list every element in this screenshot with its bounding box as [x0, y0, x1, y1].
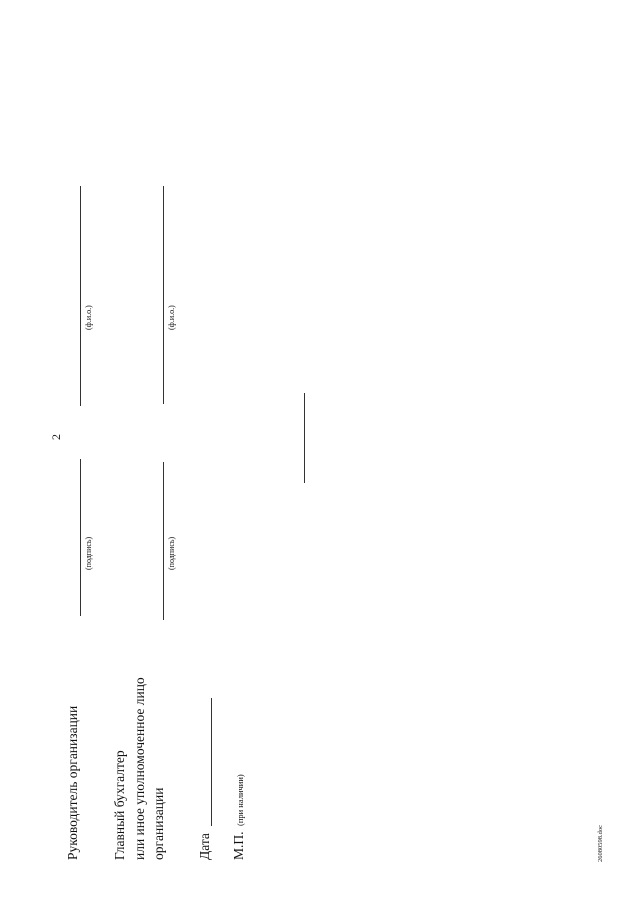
page-number: 2 — [49, 434, 63, 440]
date-line — [211, 698, 212, 826]
stamp-note: (при наличии) — [235, 774, 245, 826]
head-label: Руководитель организации — [65, 705, 80, 860]
head-signature-line — [80, 459, 81, 616]
head-name-caption: (ф.и.о.) — [84, 305, 93, 330]
chief-accountant-label-line-1: Главный бухгалтер — [112, 750, 127, 860]
stamp-label: М.П. — [231, 831, 246, 860]
chief-accountant-label-line-2: или иное уполномоченное лицо — [132, 677, 147, 860]
separator-line — [304, 393, 305, 483]
footer-file-name: 26080598.doc — [597, 824, 604, 862]
chief-accountant-signature-line — [163, 462, 164, 620]
date-label: Дата — [197, 833, 212, 860]
head-name-line — [80, 186, 81, 406]
chief-accountant-signature-caption: (подпись) — [167, 536, 176, 570]
chief-accountant-name-caption: (ф.и.о.) — [167, 305, 176, 330]
head-signature-caption: (подпись) — [84, 536, 93, 570]
chief-accountant-label-line-3: организации — [151, 787, 166, 860]
chief-accountant-name-line — [163, 186, 164, 404]
